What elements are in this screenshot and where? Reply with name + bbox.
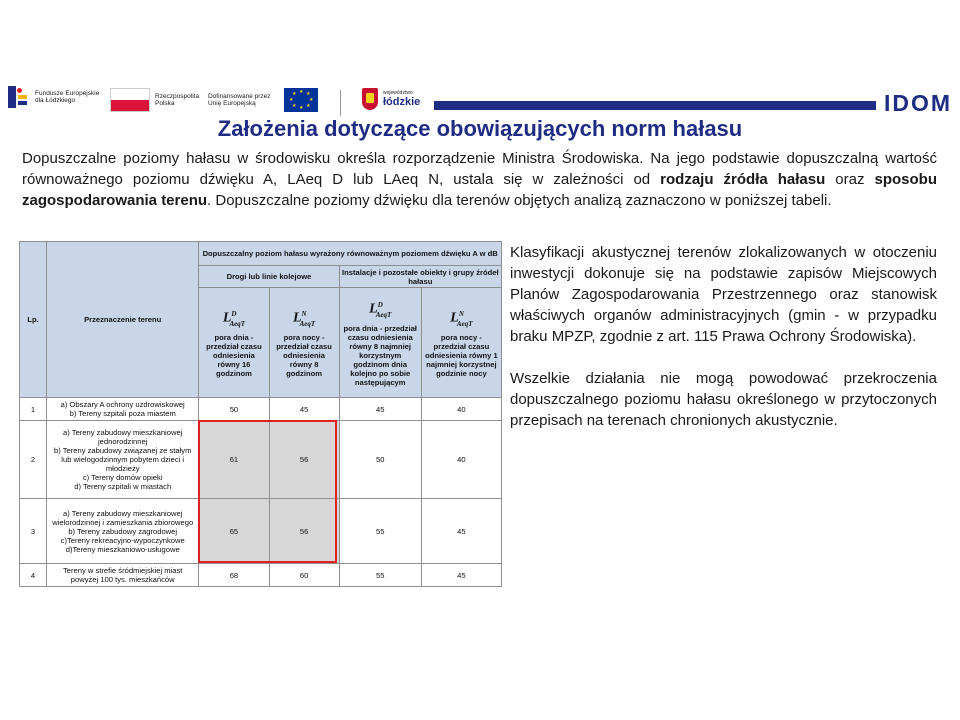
slide-title: Założenia dotyczące obowiązujących norm hałasu [217, 116, 743, 141]
fe-star-icon [8, 86, 30, 108]
header-col-3-text: pora dnia - przedział czasu odniesienia równy 8 najmniej korzystnym godzinom dnia kolejno po sobie następującym [343, 323, 417, 387]
intro-bold-1: rodzaju źródła hałasu [660, 171, 826, 188]
symbol-laeq-day: $L^D_{AeqT}$ [222, 310, 246, 328]
eu-logo [208, 88, 318, 112]
cell-value: 50 [199, 398, 269, 421]
logo-separator [340, 90, 341, 116]
cell-value: 40 [421, 398, 501, 421]
cell-value: 45 [269, 398, 339, 421]
intro-paragraph [22, 148, 937, 211]
cell-value: 50 [339, 421, 421, 499]
header-col-1-text: pora dnia - przedział czasu odniesienia równy 16 godzinom [206, 332, 262, 378]
header-col-4-text: pora nocy - przedział czasu odniesienia równy 1 najmniej korzystnej godzinie nocy [425, 332, 498, 378]
pl-logo-text: Rzeczpospolita Polska [155, 92, 200, 107]
table-row [20, 499, 502, 564]
symbol-laeq-night-2: $L^N_{AeqT}$ [450, 310, 473, 328]
header-col-1 [199, 288, 269, 398]
row-przeznaczenie: a) Tereny zabudowy mieszkaniowej wielorodzinnej i zamieszkania zbiorowego b) Tereny zabudowy zagrodowej c)Tereny rekreacyjno-wypoczynkowe d)Tereny mieszkaniowo-usługowe [47, 499, 199, 564]
header-col-2 [269, 288, 339, 398]
cell-value: 40 [421, 421, 501, 499]
table-row [20, 398, 502, 421]
eu-flag-icon: ★ ★ ★ ★ ★ ★ ★ ★ [284, 88, 318, 112]
header-col-2-text: pora nocy - przedział czasu odniesienia równy 8 godzinom [276, 332, 332, 378]
header-przeznaczenie: Przeznaczenie terenu [47, 242, 199, 398]
row-przeznaczenie: a) Obszary A ochrony uzdrowiskowej b) Tereny szpitali poza miastem [47, 398, 199, 421]
symbol-laeq-day-2: $L^D_{AeqT}$ [369, 301, 392, 319]
header-main: Dopuszczalny poziom hałasu wyrażony równoważnym poziomem dźwięku A w dB [199, 242, 502, 266]
header-col-3 [339, 288, 421, 398]
row-lp: 3 [20, 499, 47, 564]
row-lp: 1 [20, 398, 47, 421]
row-lp: 4 [20, 564, 47, 587]
lodz-logo-top: województwo [383, 90, 413, 96]
cell-value: 45 [339, 398, 421, 421]
row-lp: 2 [20, 421, 47, 499]
polish-flag-icon [110, 88, 150, 112]
header-drogi: Drogi lub linie kolejowe [199, 266, 339, 288]
cell-value: 68 [199, 564, 269, 587]
side-paragraph-2: Wszelkie działania nie mogą powodować przekroczenia dopuszczalnego poziomu hałasu określonego w przytoczonych przepisach na terenach chronionych akustycznie. [510, 370, 937, 429]
intro-text-2: oraz [825, 171, 875, 188]
header-col-4 [421, 288, 501, 398]
intro-text-3: . Dopuszczalne poziomy dźwięku dla terenów objętych analizą zaznaczono w poniższej tabeli. [207, 192, 832, 209]
fe-logo [8, 86, 107, 108]
intro-bold-2: sposobu zagospodarowania terenu [22, 171, 937, 209]
intro-text-1: Dopuszczalne poziomy hałasu w środowisku określa rozporządzenie Ministra Środowiska. Na jego podstawie dopuszczalną wartość równoważnego poziomu dźwięku A, LAeq D lub LAeq N, ustala się w zależności od [22, 150, 937, 188]
lodz-crest-icon [362, 88, 378, 110]
side-paragraph-1: Klasyfikacji akustycznej terenów zlokalizowanych w otoczeniu inwestycji dokonuje się na podstawie zapisów Miejscowych Planów Zagospodarowania Przestrzennego oraz stanowisk właściwych organów administracyjnych (gmin - w przypadku braku MPZP, zgodnie z art. 115 Prawa Ochrony Środowiska). [510, 244, 937, 345]
row-przeznaczenie: a) Tereny zabudowy mieszkaniowej jednorodzinnej b) Tereny zabudowy związanej ze stałym lub wielogodzinnym pobytem dzieci i młodzieży c) Tereny domów opieki d) Tereny szpitali w miastach [47, 421, 199, 499]
cell-value-highlighted: 56 [269, 421, 339, 499]
lodz-logo [362, 88, 420, 110]
row-przeznaczenie: Tereny w strefie śródmiejskiej miast powyżej 100 tys. mieszkańców [47, 564, 199, 587]
eu-logo-text: Dofinansowane przez Unię Europejską [208, 92, 271, 107]
table-row [20, 421, 502, 499]
header-instalacje: Instalacje i pozostałe obiekty i grupy źródeł hałasu [339, 266, 501, 288]
cell-value-highlighted: 65 [199, 499, 269, 564]
table-row [20, 564, 502, 587]
cell-value-highlighted: 61 [199, 421, 269, 499]
cell-value: 45 [421, 499, 501, 564]
pl-logo [110, 88, 211, 112]
idom-logo: IDOM [884, 90, 953, 116]
cell-value: 60 [269, 564, 339, 587]
lodz-logo-text: łódzkie [383, 96, 421, 108]
noise-norms-table [19, 241, 502, 587]
header-lp: Lp. [20, 242, 47, 398]
cell-value-highlighted: 56 [269, 499, 339, 564]
fe-logo-text: Fundusze Europejskie dla Łódzkiego [35, 89, 100, 104]
symbol-laeq-night: $L^N_{AeqT}$ [292, 310, 316, 328]
cell-value: 55 [339, 499, 421, 564]
side-text [510, 242, 937, 452]
header-stripe [434, 101, 876, 110]
cell-value: 55 [339, 564, 421, 587]
cell-value: 45 [421, 564, 501, 587]
